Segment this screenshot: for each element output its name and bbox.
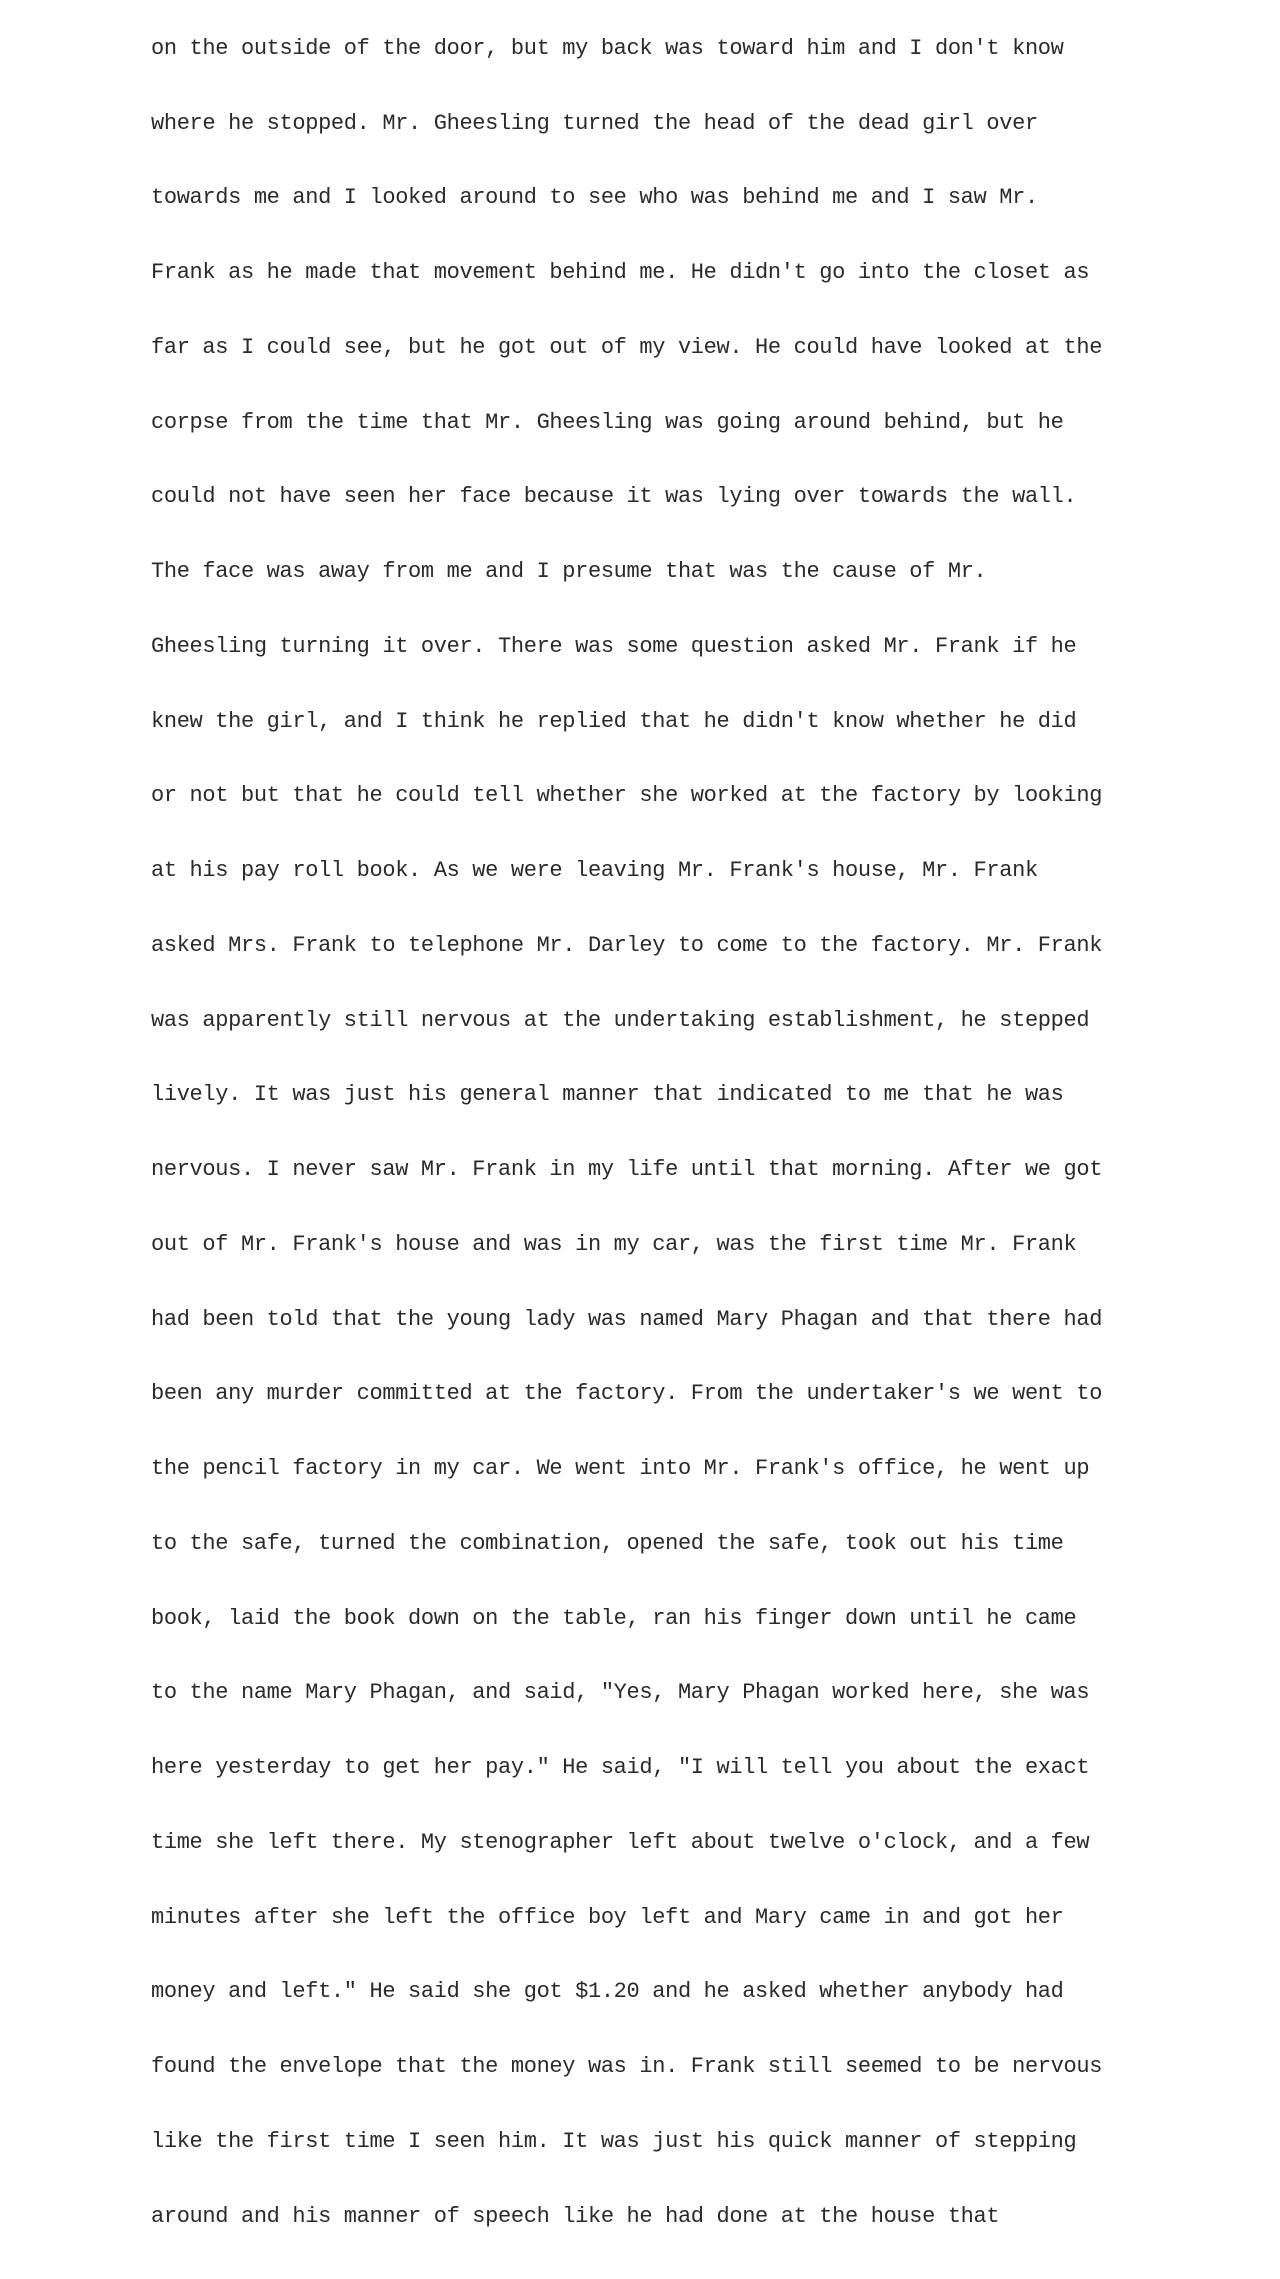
- text-line: book, laid the book down on the table, ran his finger down until he came: [151, 1605, 1077, 1631]
- text-line: money and left." He said she got $1.20 and he asked whether anybody had: [151, 1979, 1064, 2005]
- text-line: the pencil factory in my car. We went into Mr. Frank's office, he went up: [151, 1456, 1090, 1482]
- text-line: lively. It was just his general manner that indicated to me that he was: [151, 1082, 1064, 1108]
- text-line: around and his manner of speech like he had done at the house that: [151, 2203, 1000, 2229]
- text-line: had been told that the young lady was named Mary Phagan and that there had: [151, 1306, 1103, 1332]
- text-line: to the safe, turned the combination, opened the safe, took out his time: [151, 1530, 1064, 1556]
- text-line: asked Mrs. Frank to telephone Mr. Darley to come to the factory. Mr. Frank: [151, 932, 1103, 958]
- text-line: found the envelope that the money was in. Frank still seemed to be nervous: [151, 2054, 1103, 2080]
- text-line: nervous. I never saw Mr. Frank in my life until that morning. After we got: [151, 1157, 1103, 1183]
- text-line: knew the girl, and I think he replied that he didn't know whether he did: [151, 708, 1077, 734]
- text-line: could not have seen her face because it was lying over towards the wall.: [151, 484, 1077, 510]
- text-line: Frank as he made that movement behind me. He didn't go into the closet as: [151, 260, 1090, 286]
- text-line: or not but that he could tell whether she worked at the factory by looking: [151, 783, 1103, 809]
- text-line: been any murder committed at the factory. From the undertaker's we went to: [151, 1381, 1103, 1407]
- text-line: like the first time I seen him. It was just his quick manner of stepping: [151, 2128, 1077, 2154]
- text-line: where he stopped. Mr. Gheesling turned the head of the dead girl over: [151, 110, 1038, 136]
- text-line: was apparently still nervous at the undertaking establishment, he stepped: [151, 1007, 1090, 1033]
- text-line: time she left there. My stenographer left about twelve o'clock, and a few: [151, 1829, 1090, 1855]
- text-line: Gheesling turning it over. There was some question asked Mr. Frank if he: [151, 633, 1077, 659]
- document-text: [151, 0, 1102, 2279]
- text-line: out of Mr. Frank's house and was in my car, was the first time Mr. Frank: [151, 1231, 1077, 1257]
- text-line: on the outside of the door, but my back was toward him and I don't know: [151, 35, 1064, 61]
- text-line: corpse from the time that Mr. Gheesling was going around behind, but he: [151, 409, 1064, 435]
- text-line: The face was away from me and I presume that was the cause of Mr.: [151, 559, 987, 585]
- text-line: towards me and I looked around to see who was behind me and I saw Mr.: [151, 185, 1038, 211]
- text-line: minutes after she left the office boy left and Mary came in and got her: [151, 1904, 1064, 1930]
- text-line: far as I could see, but he got out of my view. He could have looked at the: [151, 334, 1103, 360]
- text-line: here yesterday to get her pay." He said, "I will tell you about the exact: [151, 1755, 1090, 1781]
- text-line: to the name Mary Phagan, and said, "Yes, Mary Phagan worked here, she was: [151, 1680, 1090, 1706]
- text-line: at his pay roll book. As we were leaving Mr. Frank's house, Mr. Frank: [151, 858, 1038, 884]
